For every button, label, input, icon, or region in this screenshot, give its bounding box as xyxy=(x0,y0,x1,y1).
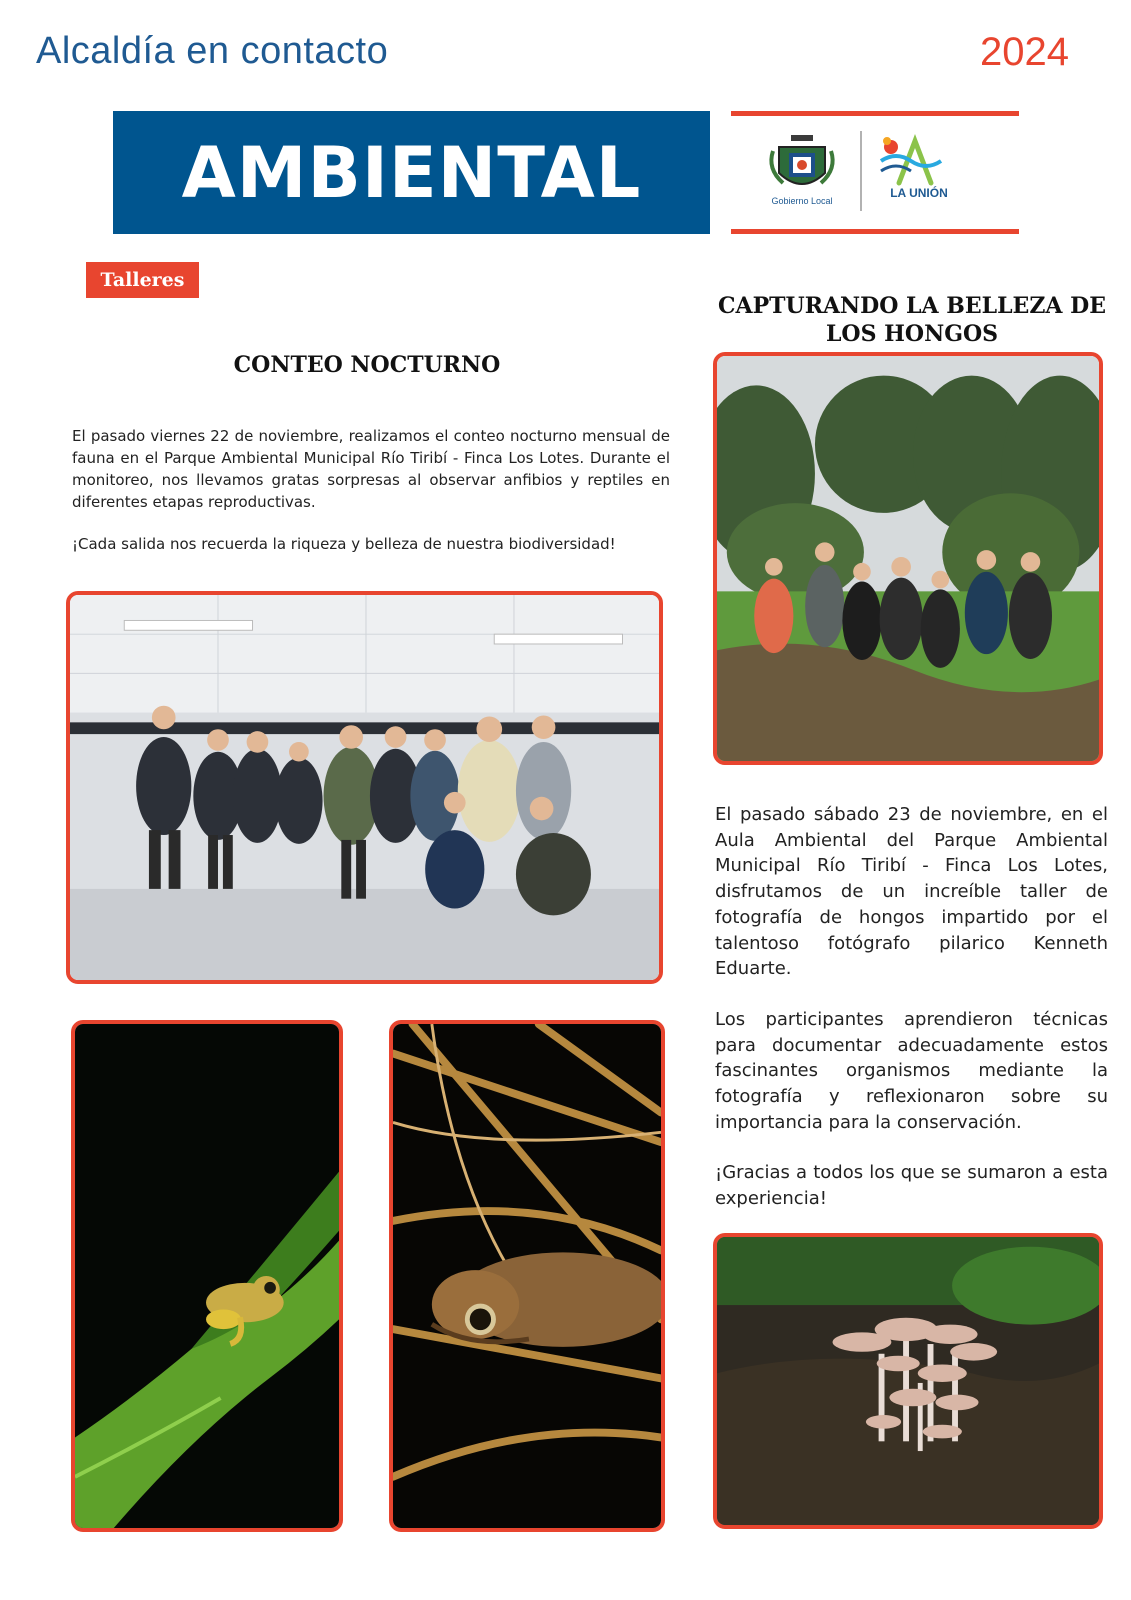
mushroom-photo xyxy=(713,1233,1103,1529)
right-paragraph: ¡Gracias a todos los que se sumaron a esta experiencia! xyxy=(715,1162,1108,1210)
right-paragraph: Los participantes aprendieron técnicas para documentar adecuadamente estos fascinantes organismos mediante la fotografía y reflexionaron sobre su importancia para la conservación. xyxy=(715,1008,1108,1133)
municipality-logo xyxy=(731,111,1019,234)
logo-left-caption: Gobierno Local xyxy=(771,196,833,206)
group-photo-indoor xyxy=(66,591,663,984)
section-banner xyxy=(113,111,710,234)
left-paragraph: El pasado viernes 22 de noviembre, realizamos el conteo nocturno mensual de fauna en el Parque Ambiental Municipal Río Tiribí - Finca Los Lotes. Durante el monitoreo, nos llevamos gratas sorpresas al observar anfibios y reptiles en diferentes etapas reproductivas. xyxy=(72,427,670,511)
newsletter-title: Alcaldía en contacto xyxy=(36,30,389,72)
la-union-icon xyxy=(881,137,941,183)
section-tag: Talleres xyxy=(86,262,199,298)
frog-photo-brown xyxy=(389,1020,665,1532)
left-article-title: CONTEO NOCTURNO xyxy=(233,352,501,378)
right-article-body xyxy=(715,802,1108,1237)
left-article-body xyxy=(72,425,670,575)
group-photo-outdoor xyxy=(713,352,1103,765)
left-paragraph: ¡Cada salida nos recuerda la riqueza y belleza de nuestra biodiversidad! xyxy=(72,535,616,553)
right-paragraph: El pasado sábado 23 de noviembre, en el Aula Ambiental del Parque Ambiental Municipal Río Tiribí - Finca Los Lotes, disfrutamos de un increíble taller de fotografía de hongos impartido por el talentoso fotógrafo pilarico Kenneth Eduarte. xyxy=(715,804,1108,980)
banner-title: AMBIENTAL xyxy=(181,131,642,214)
right-article-title: CAPTURANDO LA BELLEZA DE LOS HONGOS xyxy=(718,293,1106,347)
logo-right-caption: LA UNIÓN xyxy=(890,186,948,200)
frog-photo-green xyxy=(71,1020,343,1532)
newsletter-year: 2024 xyxy=(980,30,1069,74)
coat-of-arms-icon xyxy=(771,135,832,184)
